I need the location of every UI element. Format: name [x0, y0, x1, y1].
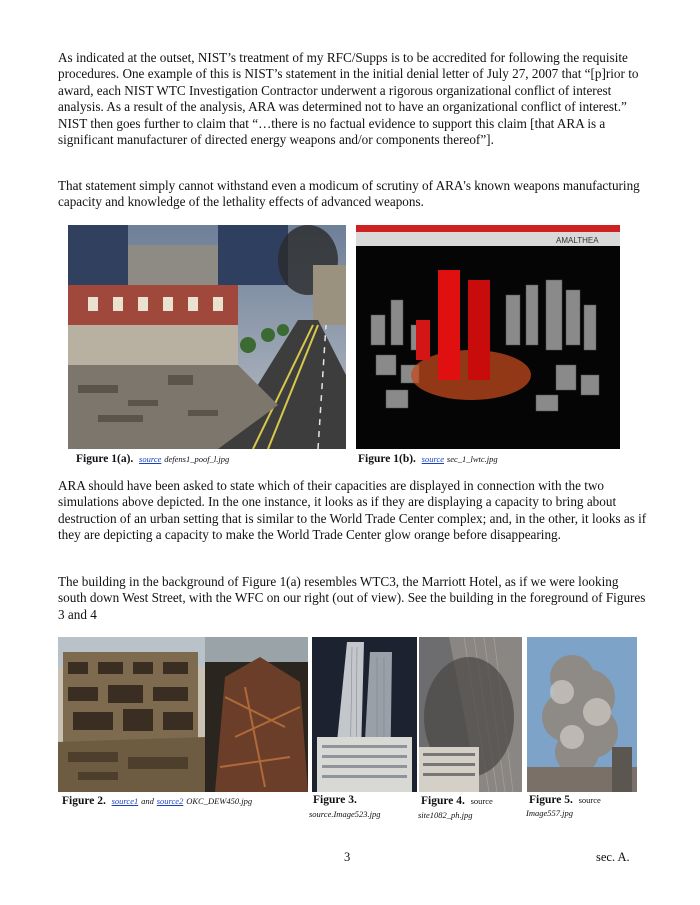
- figure-2-and-text: and: [141, 796, 154, 806]
- figure-4-source-text: source: [470, 796, 493, 806]
- figure-2a-image: [58, 637, 205, 792]
- figure-2-source2-link[interactable]: source2: [156, 796, 184, 806]
- figure-1a-image: [68, 225, 346, 449]
- section-label: sec. A.: [596, 850, 630, 864]
- figure-1b-image: [356, 225, 620, 449]
- figure-2-source1-link[interactable]: source1: [111, 796, 139, 806]
- figure-5-source-text: source: [578, 795, 601, 805]
- window-title-text: AMALTHEA: [556, 236, 599, 245]
- figure-5-image: [527, 637, 637, 792]
- figure-3-label: Figure 3.: [313, 794, 357, 806]
- figure-3-filename: source.Image523.jpg: [309, 809, 381, 819]
- figure-4-caption: [421, 795, 493, 807]
- page-number: 3: [344, 850, 351, 864]
- figure-1a-label: Figure 1(a).: [76, 453, 134, 465]
- figure-4-image: [419, 637, 522, 792]
- figure-2b-image: [205, 637, 308, 792]
- figure-4-filename: site1082_ph.jpg: [418, 810, 473, 820]
- figure-1b-caption: [358, 453, 498, 465]
- figure-1b-label: Figure 1(b).: [358, 453, 416, 465]
- figure-1a-source-link[interactable]: source: [139, 454, 162, 464]
- figure-5-label: Figure 5.: [529, 794, 573, 806]
- figure-1a-caption: [76, 453, 229, 465]
- figure-4-label: Figure 4.: [421, 795, 465, 807]
- figure-2-filename: OKC_DEW450.jpg: [186, 796, 253, 806]
- figure-1b-source-link[interactable]: source: [421, 454, 445, 464]
- figure-3-image: [312, 637, 417, 792]
- figure-3-caption: [313, 794, 357, 806]
- figure-2-label: Figure 2.: [62, 795, 106, 807]
- paragraph-intro: As indicated at the outset, NIST’s treatment of my RFC/Supps is to be accredited for following the requisite procedures. One example of this is NIST’s statement in the initial denial letter of July 27, 2007 that “[p]rior to award, each NIST WTC Investigation Contractor underwent a rigorous organizational conflict of interest analysis. As a result of the analysis, ARA was determined not to have an organizational conflict of interest.” NIST then goes further to claim that “…there is no factual evidence to support this claim [that ARA is a significant manufacturer of directed energy weapons and/or components thereof”].: [58, 50, 639, 148]
- figure-1a-filename: defens1_poof_l.jpg: [164, 454, 230, 464]
- figure-2-caption: [62, 795, 252, 807]
- figure-5-filename: Image557.jpg: [526, 808, 573, 818]
- paragraph-scrutiny: That statement simply cannot withstand even a modicum of scrutiny of ARA's known weapons manufacturing capacity and knowledge of the lethality effects of advanced weapons.: [58, 178, 640, 210]
- figure-5-caption: [529, 794, 601, 806]
- figure-1b-filename: sec_1_lwtc.jpg: [446, 454, 498, 464]
- paragraph-wtc3: The building in the background of Figure 1(a) resembles WTC3, the Marriott Hotel, as if we were looking south down West Street, with the WFC on our right (out of view). See the building in the foreground of Figures 3 and 4: [58, 574, 646, 622]
- paragraph-ara-capacities: ARA should have been asked to state which of their capacities are displayed in connection with the two simulations above depicted. In the one instance, it looks as if they are displaying a capacity to bring about destruction of an urban setting that is similar to the World Trade Center complex; and, in the other, it looks as if they are depicting a capacity to make the World Trade Center glow orange before disappearing.: [58, 478, 647, 543]
